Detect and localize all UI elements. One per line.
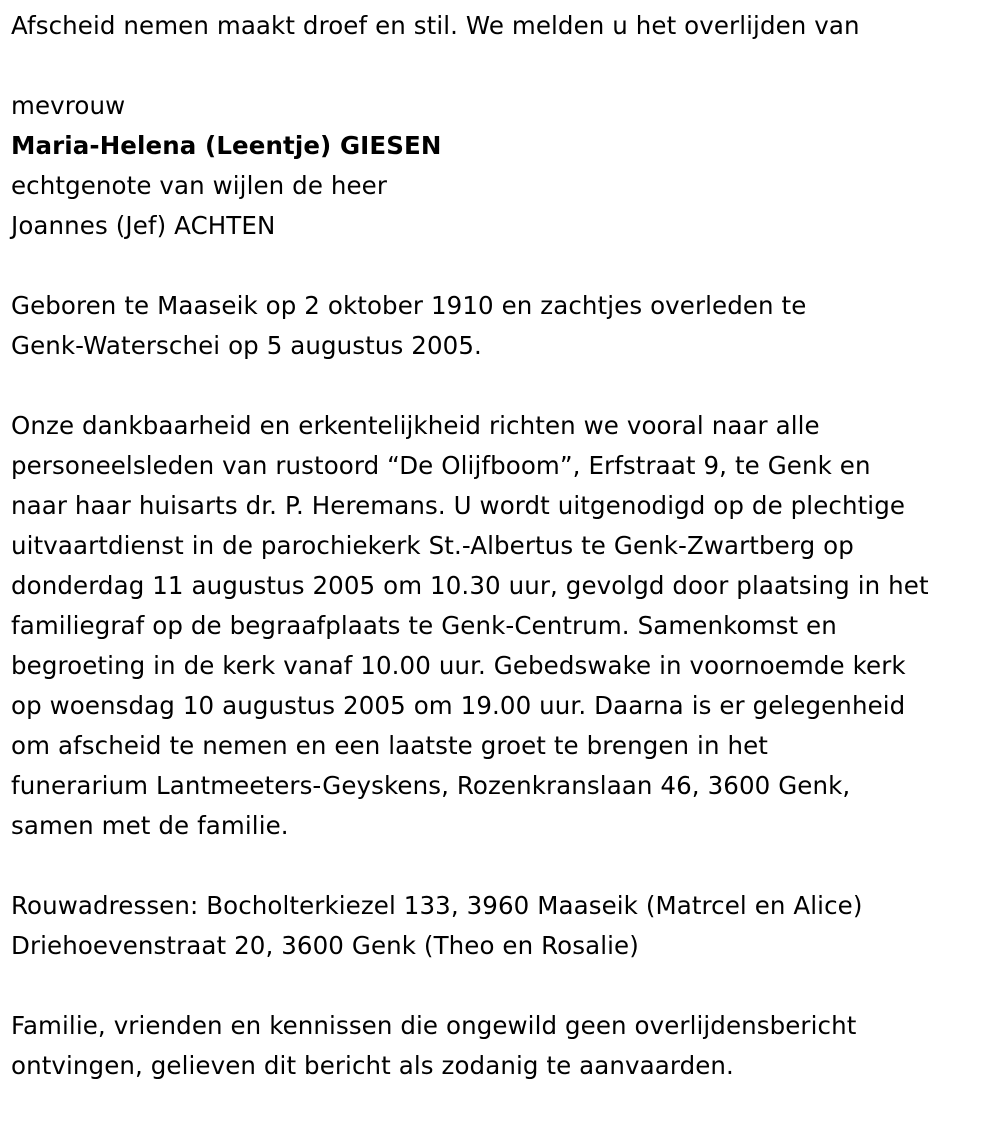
spacer xyxy=(11,46,996,86)
salutation: mevrouw xyxy=(11,91,126,120)
addresses-paragraph xyxy=(11,886,996,966)
deceased-name: Maria-Helena (Leentje) GIESEN xyxy=(11,131,442,160)
paragraph-line: personeelsleden van rustoord “De Olijfboom”, Erfstraat 9, te Genk en xyxy=(11,451,871,480)
birth-death-paragraph xyxy=(11,286,996,366)
paragraph-line: om afscheid te nemen en een laatste groet te brengen in het xyxy=(11,731,768,760)
paragraph-line: donderdag 11 augustus 2005 om 10.30 uur, gevolgd door plaatsing in het xyxy=(11,571,929,600)
paragraph-line: uitvaartdienst in de parochiekerk St.-Albertus te Genk-Zwartberg op xyxy=(11,531,854,560)
paragraph-line: Geboren te Maaseik op 2 oktober 1910 en zachtjes overleden te xyxy=(11,291,807,320)
spouse-name: Joannes (Jef) ACHTEN xyxy=(11,211,276,240)
paragraph-line: naar haar huisarts dr. P. Heremans. U wordt uitgenodigd op de plechtige xyxy=(11,491,906,520)
paragraph-line: familiegraf op de begraafplaats te Genk-Centrum. Samenkomst en xyxy=(11,611,837,640)
paragraph-line: Familie, vrienden en kennissen die ongewild geen overlijdensbericht xyxy=(11,1011,857,1040)
closing-paragraph xyxy=(11,1006,996,1086)
spacer xyxy=(11,846,996,886)
paragraph-line: ontvingen, gelieven dit bericht als zodanig te aanvaarden. xyxy=(11,1051,734,1080)
paragraph-line: samen met de familie. xyxy=(11,811,289,840)
intro-text: Afscheid nemen maakt droef en stil. We melden u het overlijden van xyxy=(11,11,860,40)
spacer xyxy=(11,246,996,286)
spacer xyxy=(11,966,996,1006)
paragraph-line: Genk-Waterschei op 5 augustus 2005. xyxy=(11,331,482,360)
gratitude-paragraph xyxy=(11,406,996,846)
spacer xyxy=(11,366,996,406)
paragraph-line: Onze dankbaarheid en erkentelijkheid richten we vooral naar alle xyxy=(11,411,820,440)
address-line: Rouwadressen: Bocholterkiezel 133, 3960 Maaseik (Matrcel en Alice) xyxy=(11,891,863,920)
address-line: Driehoevenstraat 20, 3600 Genk (Theo en Rosalie) xyxy=(11,931,639,960)
relation-text: echtgenote van wijlen de heer xyxy=(11,171,388,200)
paragraph-line: begroeting in de kerk vanaf 10.00 uur. Gebedswake in voornoemde kerk xyxy=(11,651,906,680)
paragraph-line: funerarium Lantmeeters-Geyskens, Rozenkranslaan 46, 3600 Genk, xyxy=(11,771,851,800)
paragraph-line: op woensdag 10 augustus 2005 om 19.00 uur. Daarna is er gelegenheid xyxy=(11,691,906,720)
death-notice xyxy=(11,6,996,1086)
